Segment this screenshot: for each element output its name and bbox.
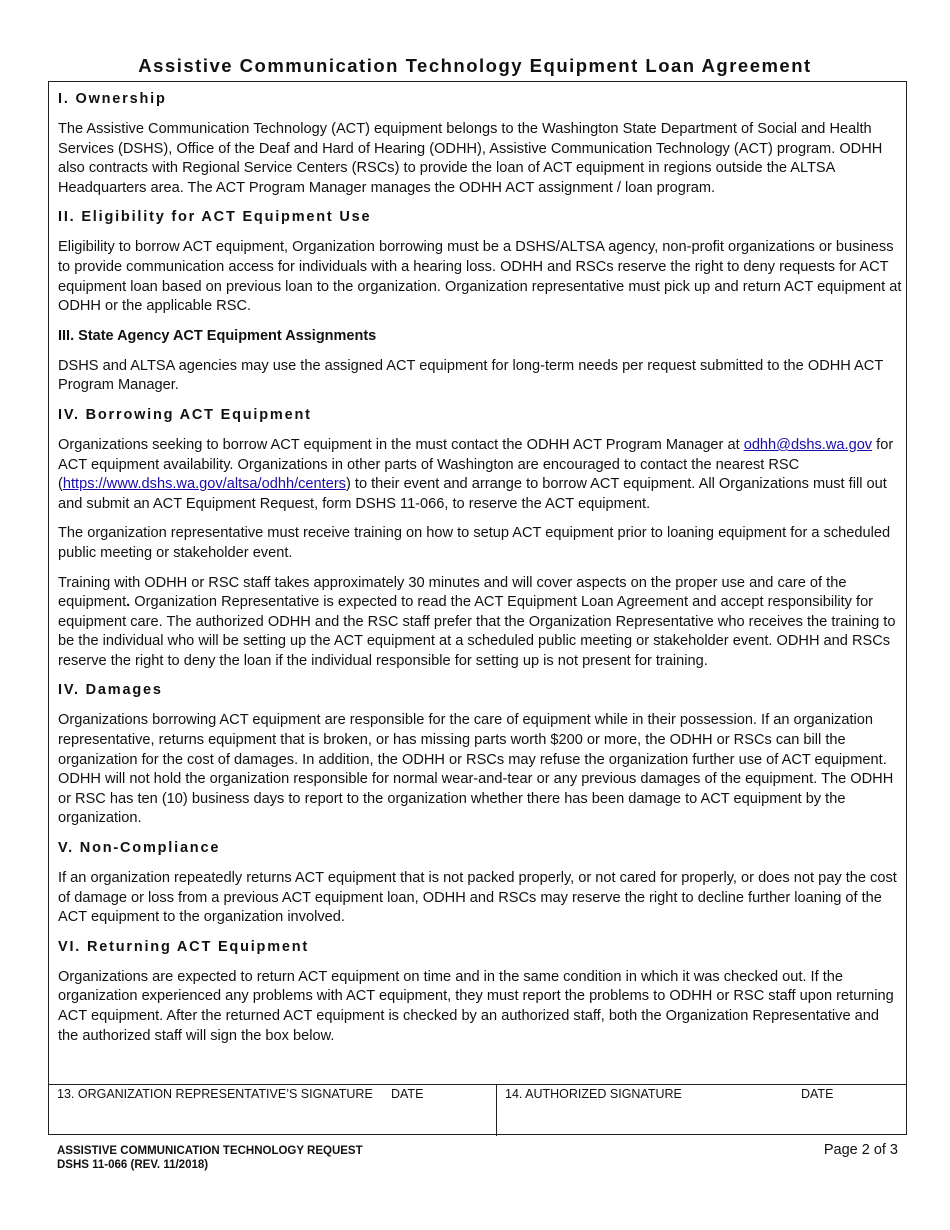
section-borrowing-heading: IV. Borrowing ACT Equipment: [58, 406, 312, 423]
section-borrowing-text-3: [58, 574, 903, 672]
page-number: Page 2 of 3: [823, 1142, 898, 1158]
section-state-agency-text: DSHS and ALTSA agencies may use the assigned ACT equipment for long-term needs per request submitted to the ODHH ACT Program Manager.: [58, 357, 883, 394]
section-ownership-heading: I. Ownership: [58, 91, 167, 107]
training-text-part-a: Training with ODHH or RSC staff takes approximately 30 minutes and will cover aspects on the proper use and care of the equipment: [58, 574, 847, 611]
section-state-agency-heading: III. State Agency ACT Equipment Assignments: [58, 327, 377, 344]
section-returning-heading: VI. Returning ACT Equipment: [58, 938, 310, 955]
authorized-signature-label: 14. AUTHORIZED SIGNATURE: [505, 1087, 682, 1101]
section-returning-text: Organizations are expected to return ACT equipment on time and in the same condition in which it was checked out. If the organization experienced any problems with ACT equipment, they must report the problems to ODHH or RSC staff upon returning ACT equipment. After the returned ACT equipment is checked by an authorized staff, both the Organization Representative and the authorized staff will sign the box below.: [58, 968, 894, 1044]
section-ownership-text: The Assistive Communication Technology (ACT) equipment belongs to the Washington State Department of Social and Health Services (DSHS), Office of the Deaf and Hard of Hearing (ODHH), Assistive Communication Technology (ACT) program. ODHH also contracts with Regional Service Centers (RSCs) to provide the loan of ACT equipment in regions outside the ALTSA Headquarters area. The ACT Program Manager manages the ODHH ACT assignment / loan program.: [58, 121, 883, 196]
signature-divider: [496, 1085, 497, 1136]
training-text-dot: .: [126, 594, 131, 611]
section-damages-text: Organizations borrowing ACT equipment are responsible for the care of equipment while in their possession. If an organization representative, returns equipment that is broken, or has missing parts worth $200 or more, the ODHH or RSCs can bill the organization for the cost of damages. In addition, the ODHH or RSCs may refuse the organization further use of ACT equipment. ODHH will not hold the organization responsible for normal wear-and-tear or any previous damages of the equipment. The ODHH or RSC has ten (10) business days to report to the organization whether there has been damage to ACT equipment by the organization.: [58, 712, 894, 827]
training-text-part-b: Organization Representative is expected to read the ACT Equipment Loan Agreement and accept responsibility for equipment care. The authorized ODHH and the RSC staff prefer that the Organization Representative who receives the training to be the individual who will be setting up the ACT equipment at a scheduled public meeting or stakeholder event. ODHH and RSCs reserve the right to deny the loan if the individual responsible for setting up is not present for training.: [58, 594, 896, 669]
form-number: DSHS 11-066 (REV. 11/2018): [57, 1159, 209, 1171]
signature-box: [48, 1084, 907, 1135]
section-noncompliance-text: If an organization repeatedly returns ACT equipment that is not packed properly, or not cared for properly, or does not pay the cost of damage or loss from a previous ACT equipment loan, ODHH and RSCs may reserve the right to decline further loaning of the ACT equipment to the organization involved.: [58, 870, 897, 926]
section-borrowing-text-2: The organization representative must receive training on how to setup ACT equipment prior to loaning equipment for a scheduled public meeting or stakeholder event.: [58, 525, 891, 561]
section-borrowing-text-1: [58, 436, 903, 514]
form-footer: [57, 1144, 363, 1172]
section-noncompliance-heading: V. Non-Compliance: [58, 840, 221, 857]
page-title: Assistive Communication Technology Equipment Loan Agreement: [138, 55, 812, 76]
authorized-date-label: DATE: [801, 1087, 834, 1101]
section-eligibility-text: Eligibility to borrow ACT equipment, Organization borrowing must be a DSHS/ALTSA agency, non-profit organizations or business to provide communication access for individuals with a hearing loss. ODHH and RSCs reserve the right to deny requests for ACT equipment loan based on previous loan to the organization. Organization representative must pick up and return ACT equipment at ODHH or the applicable RSC.: [58, 239, 902, 315]
rsc-centers-link[interactable]: https://www.dshs.wa.gov/altsa/odhh/centers: [62, 476, 346, 493]
section-eligibility-heading: II. Eligibility for ACT Equipment Use: [58, 209, 372, 226]
section-damages-heading: IV. Damages: [58, 682, 163, 699]
org-date-label: DATE: [391, 1087, 424, 1101]
org-signature-label: 13. ORGANIZATION REPRESENTATIVE’S SIGNATURE: [57, 1087, 373, 1101]
borrowing-text-part-a: Organizations seeking to borrow ACT equipment in the must contact the ODHH ACT Program Manager at: [58, 436, 744, 453]
borrowing-text-part-c: ) to their event and arrange to borrow ACT equipment. All Organizations must fill out and submit an ACT Equipment Request, form DSHS 11-066, to reserve the ACT equipment.: [58, 476, 887, 512]
form-title: ASSISTIVE COMMUNICATION TECHNOLOGY REQUEST: [57, 1145, 363, 1157]
odhh-email-link[interactable]: odhh@dshs.wa.gov: [743, 436, 873, 453]
borrowing-text-part-b: for ACT equipment availability. Organizations in other parts of Washington are encouraged to contact the nearest RSC (: [58, 436, 894, 493]
agreement-body: [58, 90, 903, 1056]
